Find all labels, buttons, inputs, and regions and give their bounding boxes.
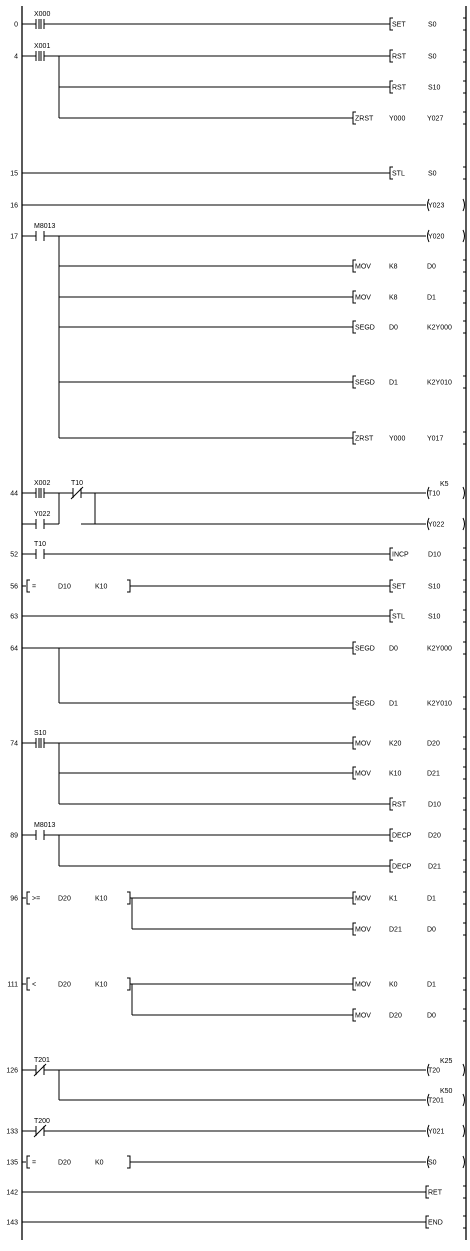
- rung: [10, 223, 466, 444]
- coil-right-arc: [463, 518, 465, 530]
- coil-label: T20: [428, 1067, 441, 1075]
- step-number: 16: [10, 202, 18, 210]
- instruction-op: MOV: [355, 1012, 371, 1020]
- step-number: 126: [6, 1067, 18, 1075]
- contact-label: Y022: [34, 511, 51, 518]
- step-number: 64: [10, 645, 18, 653]
- contact-label: S10: [34, 730, 47, 737]
- rung: [10, 642, 466, 709]
- instruction-bracket-right: [463, 167, 466, 179]
- compare-operand-a: D20: [58, 1159, 71, 1167]
- instruction-op: MOV: [355, 895, 371, 903]
- instruction-arg: D1: [427, 294, 436, 302]
- instruction-bracket-right: [463, 737, 466, 749]
- rung: [7, 978, 466, 1021]
- step-number: 96: [10, 895, 18, 903]
- contact-label: T201: [34, 1057, 50, 1064]
- instruction-arg: S10: [428, 583, 441, 591]
- step-number: 44: [10, 490, 18, 498]
- coil-label: Y020: [428, 233, 445, 241]
- instruction-op: SEGD: [355, 700, 375, 708]
- instruction-arg: D0: [427, 926, 436, 934]
- compare-operator: =: [32, 583, 37, 591]
- instruction-arg: D10: [428, 551, 441, 559]
- coil-right-arc: [463, 1094, 465, 1106]
- instruction-arg: D20: [428, 832, 441, 840]
- instruction-arg: S10: [428, 84, 441, 92]
- instruction-arg: D0: [427, 263, 436, 271]
- instruction-op: ZRST: [355, 115, 374, 123]
- instruction-bracket-right: [463, 580, 466, 592]
- step-number: 63: [10, 613, 18, 621]
- instruction-bracket-right: [463, 1009, 466, 1021]
- rung: [10, 541, 466, 560]
- coil-label: T10: [428, 490, 441, 498]
- instruction-bracket-right: [463, 829, 466, 841]
- contact-label: T200: [34, 1118, 50, 1125]
- rung: [10, 199, 464, 211]
- compare-bracket-left: [27, 978, 30, 990]
- instruction-arg: Y000: [389, 435, 406, 443]
- instruction-bracket-right: [463, 610, 466, 622]
- step-number: 74: [10, 740, 18, 748]
- coil-constant: K25: [440, 1058, 453, 1065]
- instruction-op: MOV: [355, 770, 371, 778]
- contact-label: X002: [34, 480, 51, 487]
- coil-constant: K5: [440, 481, 449, 488]
- contact-label: T10: [34, 541, 47, 548]
- instruction-bracket-right: [463, 50, 466, 62]
- rungs-layer: [6, 11, 466, 1228]
- coil-label: Y022: [428, 521, 445, 529]
- instruction-op: DECP: [392, 863, 412, 871]
- contact-label: M8013: [34, 822, 56, 829]
- instruction-arg: D20: [389, 1012, 402, 1020]
- instruction-arg: K2Y000: [427, 324, 452, 332]
- contact-label: M8013: [34, 223, 56, 230]
- instruction-bracket-right: [463, 860, 466, 872]
- coil-right-arc: [463, 1064, 465, 1076]
- compare-bracket-right: [127, 978, 130, 990]
- instruction-bracket-right: [463, 923, 466, 935]
- instruction-op: ZRST: [355, 435, 374, 443]
- instruction-op: MOV: [355, 926, 371, 934]
- step-number: 52: [10, 551, 18, 559]
- compare-bracket-right: [127, 892, 130, 904]
- compare-operator: <: [32, 981, 37, 989]
- step-number: 133: [6, 1128, 18, 1136]
- instruction-bracket-right: [463, 642, 466, 654]
- instruction-op: MOV: [355, 981, 371, 989]
- instruction-arg: K8: [389, 294, 398, 302]
- rung: [6, 1186, 466, 1198]
- coil-label: Y021: [428, 1128, 445, 1136]
- instruction-arg: K8: [389, 263, 398, 271]
- instruction-arg: S0: [428, 21, 437, 29]
- instruction-op: END: [428, 1219, 443, 1227]
- instruction-bracket-right: [463, 260, 466, 272]
- instruction-op: SEGD: [355, 324, 375, 332]
- rung: [6, 1057, 464, 1106]
- instruction-bracket-right: [463, 18, 466, 30]
- compare-bracket-left: [27, 1156, 30, 1168]
- instruction-arg: Y027: [427, 115, 444, 123]
- instruction-op: SEGD: [355, 645, 375, 653]
- instruction-arg: D0: [389, 645, 398, 653]
- instruction-bracket-right: [463, 892, 466, 904]
- instruction-arg: D0: [389, 324, 398, 332]
- instruction-arg: K2Y010: [427, 379, 452, 387]
- instruction-op: SET: [392, 583, 406, 591]
- coil-constant: K50: [440, 1088, 453, 1095]
- instruction-arg: D21: [428, 863, 441, 871]
- instruction-arg: D1: [389, 700, 398, 708]
- instruction-arg: K10: [389, 770, 402, 778]
- contact-label: X000: [34, 11, 51, 18]
- instruction-arg: D20: [427, 740, 440, 748]
- compare-operand-a: D20: [58, 981, 71, 989]
- rung: [6, 1216, 466, 1228]
- instruction-arg: S10: [428, 613, 441, 621]
- instruction-bracket-right: [463, 798, 466, 810]
- rung: [10, 167, 466, 179]
- step-number: 56: [10, 583, 18, 591]
- compare-bracket-right: [127, 1156, 130, 1168]
- coil-right-arc: [463, 199, 465, 211]
- instruction-op: MOV: [355, 740, 371, 748]
- instruction-bracket-right: [463, 81, 466, 93]
- step-number: 89: [10, 832, 18, 840]
- step-number: 0: [14, 21, 18, 29]
- instruction-bracket-right: [463, 978, 466, 990]
- instruction-bracket-right: [463, 432, 466, 444]
- rung: [6, 1118, 464, 1137]
- compare-bracket-left: [27, 580, 30, 592]
- step-number: 142: [6, 1189, 18, 1197]
- instruction-op: RST: [392, 53, 406, 61]
- rung: [10, 580, 466, 592]
- coil-right-arc: [463, 1156, 465, 1168]
- instruction-op: STL: [392, 613, 405, 621]
- instruction-arg: D10: [428, 801, 441, 809]
- compare-operator: =: [32, 1159, 37, 1167]
- rung: [10, 822, 466, 872]
- instruction-op: RST: [392, 84, 406, 92]
- step-number: 111: [7, 981, 18, 989]
- compare-bracket-right: [127, 580, 130, 592]
- coil-label: T201: [428, 1097, 444, 1105]
- instruction-arg: K20: [389, 740, 402, 748]
- rung: [6, 1156, 464, 1168]
- instruction-arg: K2Y010: [427, 700, 452, 708]
- compare-operand-b: K10: [95, 583, 108, 591]
- instruction-bracket-right: [463, 697, 466, 709]
- coil-right-arc: [463, 230, 465, 242]
- step-number: 15: [10, 170, 18, 178]
- instruction-op: MOV: [355, 294, 371, 302]
- rung: [10, 610, 466, 622]
- step-number: 4: [14, 53, 18, 61]
- instruction-arg: D1: [427, 895, 436, 903]
- instruction-op: SEGD: [355, 379, 375, 387]
- step-number: 143: [6, 1219, 18, 1227]
- contact-label: T10: [71, 480, 84, 487]
- coil-right-arc: [463, 1125, 465, 1137]
- instruction-arg: D21: [389, 926, 402, 934]
- instruction-arg: D21: [427, 770, 440, 778]
- instruction-bracket-right: [463, 1216, 466, 1228]
- rung: [14, 11, 466, 30]
- instruction-bracket-right: [463, 767, 466, 779]
- instruction-bracket-right: [463, 321, 466, 333]
- instruction-op: DECP: [392, 832, 412, 840]
- rung: [14, 43, 466, 124]
- contact-label: X001: [34, 43, 51, 50]
- step-number: 135: [6, 1159, 18, 1167]
- coil-label: S0: [428, 1159, 437, 1167]
- instruction-arg: Y017: [427, 435, 444, 443]
- compare-operand-b: K0: [95, 1159, 104, 1167]
- compare-operand-b: K10: [95, 895, 108, 903]
- instruction-op: SET: [392, 21, 406, 29]
- instruction-arg: S0: [428, 170, 437, 178]
- compare-operand-a: D10: [58, 583, 71, 591]
- instruction-op: STL: [392, 170, 405, 178]
- instruction-bracket-right: [463, 112, 466, 124]
- compare-operator: >=: [32, 895, 41, 903]
- instruction-op: RST: [392, 801, 406, 809]
- coil-right-arc: [463, 487, 465, 499]
- instruction-arg: D1: [427, 981, 436, 989]
- rung: [10, 730, 466, 810]
- rung: [10, 892, 466, 935]
- coil-label: Y023: [428, 202, 445, 210]
- instruction-bracket-right: [463, 291, 466, 303]
- compare-operand-b: K10: [95, 981, 108, 989]
- instruction-arg: D1: [389, 379, 398, 387]
- rung: [10, 480, 464, 530]
- instruction-arg: K2Y000: [427, 645, 452, 653]
- instruction-arg: K1: [389, 895, 398, 903]
- step-number: 17: [10, 233, 18, 241]
- compare-bracket-left: [27, 892, 30, 904]
- instruction-op: RET: [428, 1189, 442, 1197]
- instruction-arg: K0: [389, 981, 398, 989]
- instruction-arg: D0: [427, 1012, 436, 1020]
- instruction-bracket-right: [463, 548, 466, 560]
- instruction-bracket-right: [463, 376, 466, 388]
- compare-operand-a: D20: [58, 895, 71, 903]
- instruction-arg: S0: [428, 53, 437, 61]
- instruction-op: INCP: [392, 551, 409, 559]
- instruction-bracket-right: [463, 1186, 466, 1198]
- instruction-op: MOV: [355, 263, 371, 271]
- instruction-arg: Y000: [389, 115, 406, 123]
